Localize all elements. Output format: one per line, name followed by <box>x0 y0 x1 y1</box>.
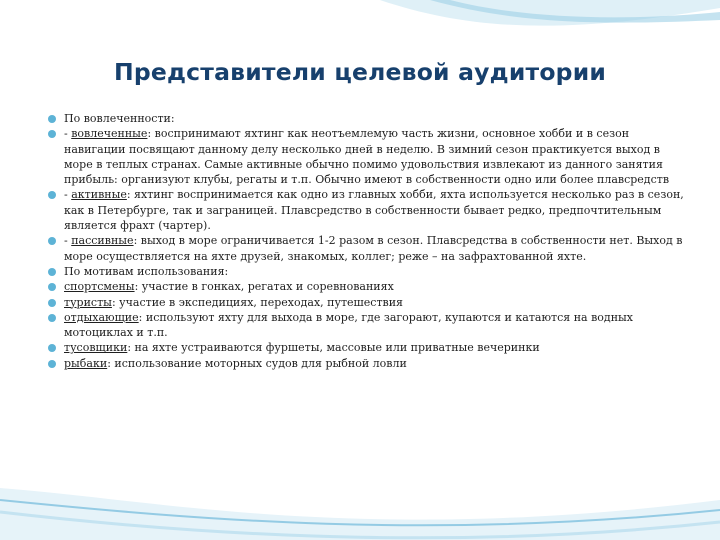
list-item: - пассивные: выход в море ограничивается 1-2 разом в сезон. Плавсредства в собственности нет. Выход в море осуществляется на яхте друзей, знакомых, коллег; реже – на зафрахтованной яхте. <box>48 233 688 264</box>
list-item: спортсмены: участие в гонках, регатах и соревнованиях <box>48 279 688 294</box>
bullet-icon <box>48 314 56 322</box>
list-item: - активные: яхтинг воспринимается как одно из главных хобби, яхта используется несколько раз в сезон, как в Петербурге, так и заграницей. Плавсредство в собственности бывает редко, предпочтительным является фрахт (чартер). <box>48 187 688 233</box>
list-item: тусовщики: на яхте устраиваются фуршеты, массовые или приватные вечеринки <box>48 340 688 355</box>
list-item: - вовлеченные: воспринимают яхтинг как неотъемлемую часть жизни, основное хобби и в сезон навигации посвящают данному делу несколько дней в неделю. В зимний сезон практикуется выход в море в теплых странах. Самые активные обычно помимо удовольствия извлекают из данного занятия прибыль: организуют клубы, регаты и т.п. Обычно имеют в собственности одно или более плавсредств <box>48 126 688 187</box>
bullet-icon <box>48 299 56 307</box>
bullet-icon <box>48 360 56 368</box>
list-item: рыбаки: использование моторных судов для рыбной ловли <box>48 356 688 371</box>
bullet-icon <box>48 344 56 352</box>
bullet-icon <box>48 130 56 138</box>
bullet-icon <box>48 283 56 291</box>
list-item: По вовлеченности: <box>48 111 688 126</box>
list-item: отдыхающие: используют яхту для выхода в море, где загорают, купаются и катаются на водных мотоциклах и т.п. <box>48 310 688 341</box>
page-title: Представители целевой аудитории <box>113 58 607 86</box>
list-item: По мотивам использования: <box>48 264 688 279</box>
bullet-icon <box>48 237 56 245</box>
bullet-list <box>48 111 688 371</box>
bullet-icon <box>48 268 56 276</box>
bullet-icon <box>48 191 56 199</box>
list-item: туристы: участие в экспедициях, переходах, путешествия <box>48 295 688 310</box>
bullet-icon <box>48 115 56 123</box>
